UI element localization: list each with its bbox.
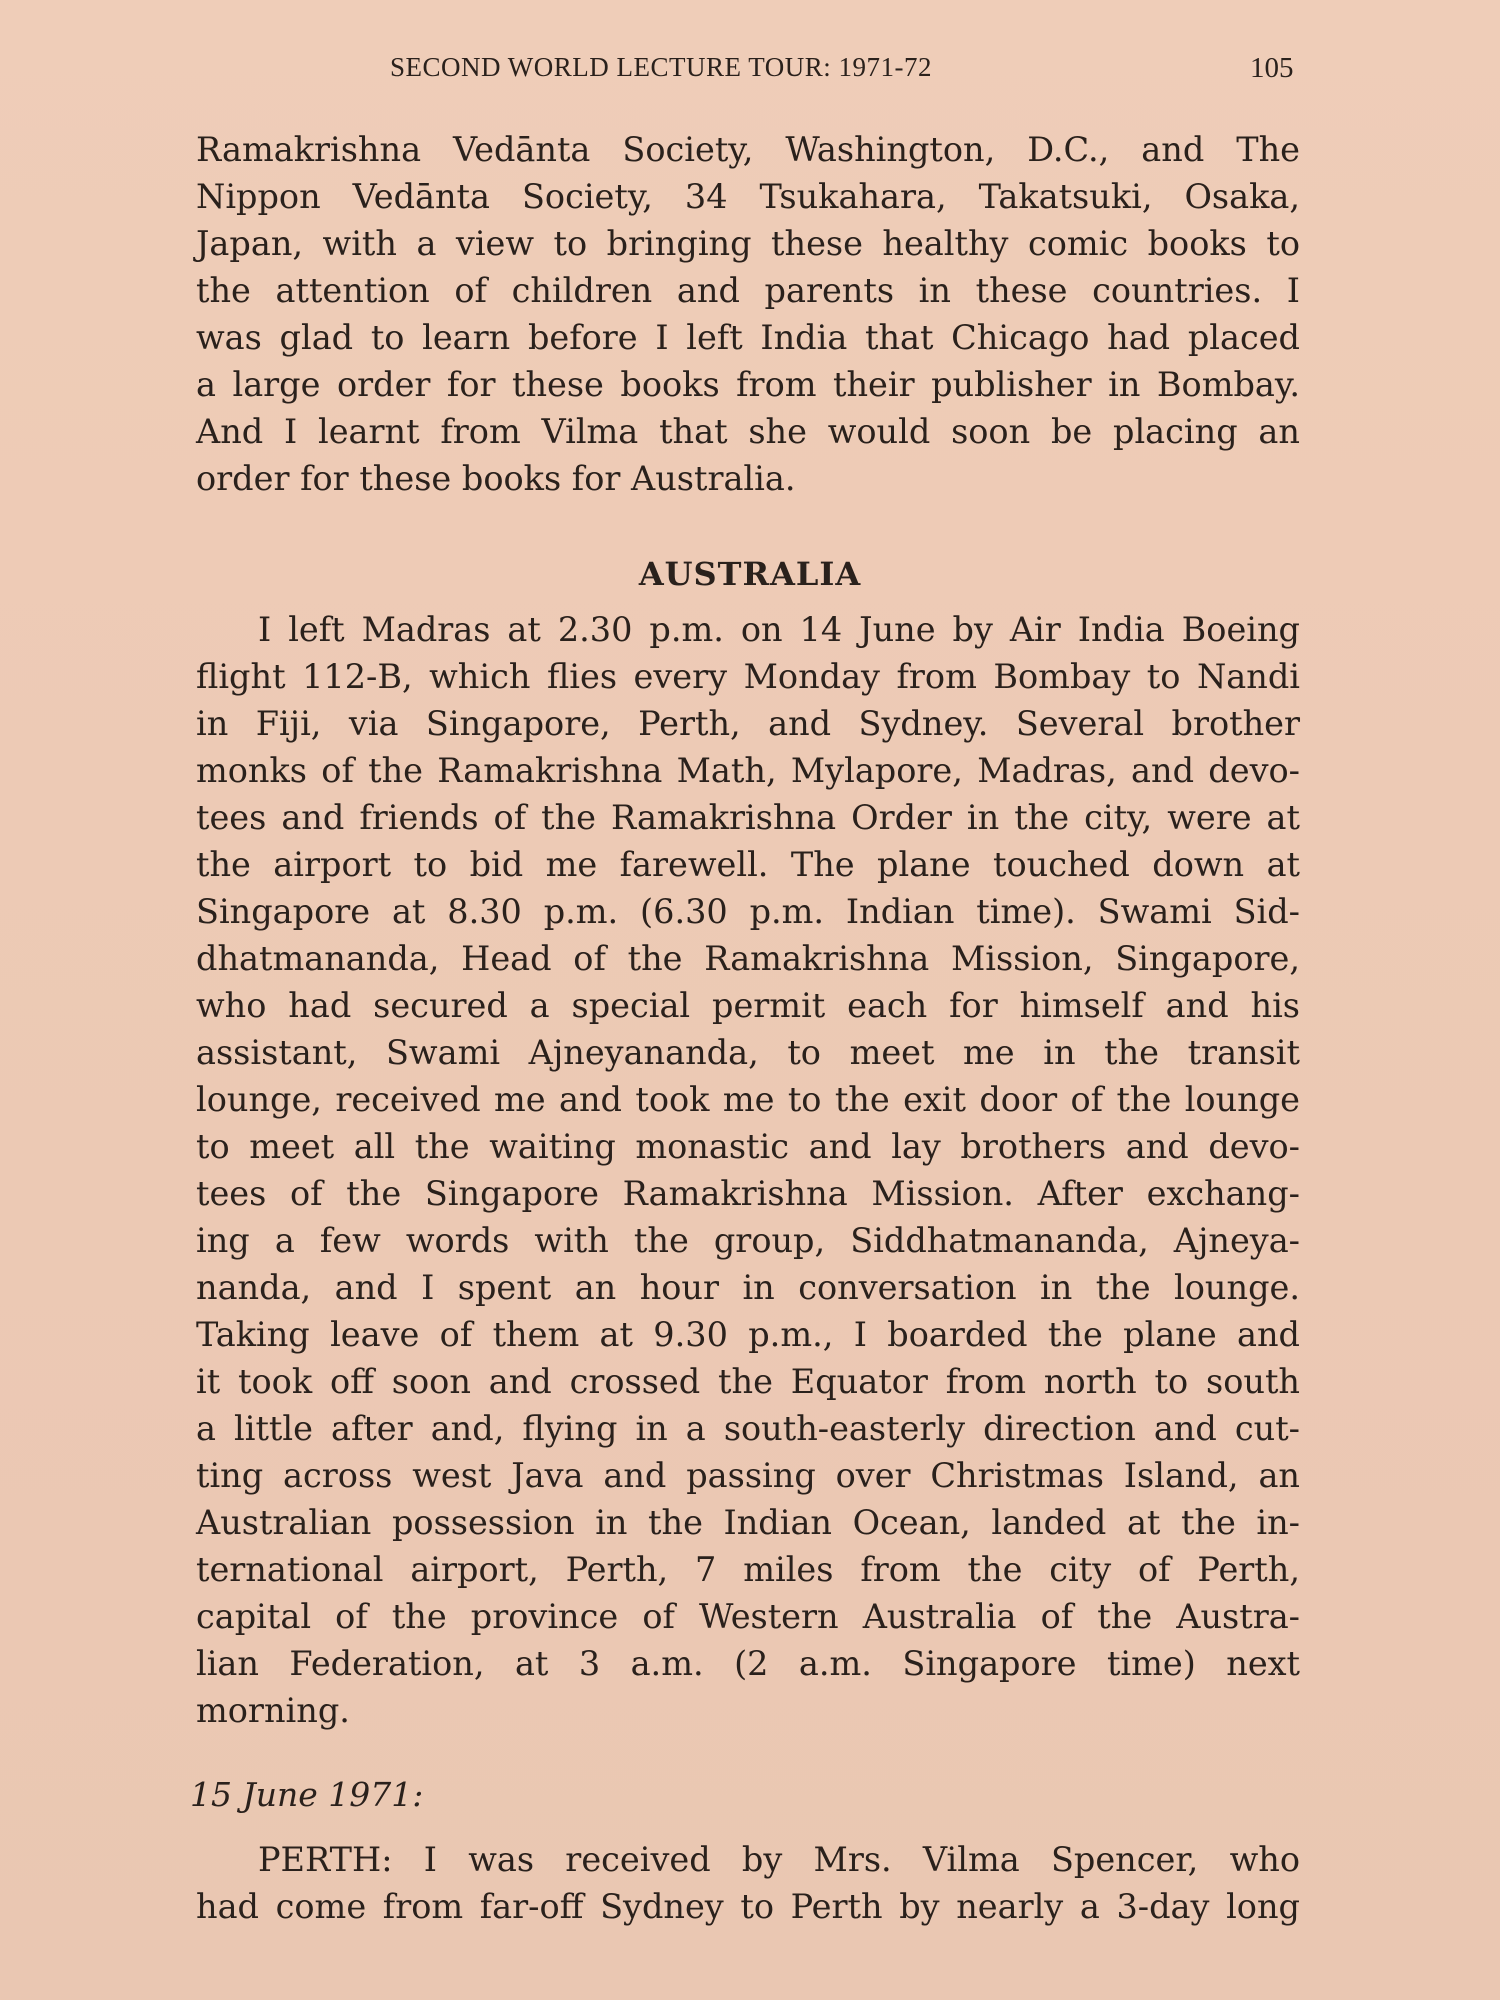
page-number: 105 [1250,52,1294,84]
text-line: assistant, Swami Ajneyananda, to meet me in the transit [196,1033,1300,1072]
paragraph-perth [196,1836,1300,1930]
text-line: I left Madras at 2.30 p.m. on 14 June by Air India Boeing [258,610,1300,649]
text-line: in Fiji, via Singapore, Perth, and Sydney. Several brother [196,704,1300,743]
text-line: order for these books for Australia. [196,459,796,498]
text-line: a large order for these books from their publisher in Bombay. [196,365,1300,404]
text-line: PERTH: I was received by Mrs. Vilma Spencer, who [258,1840,1300,1879]
text-line: lian Federation, at 3 a.m. (2 a.m. Singapore time) next [196,1644,1300,1683]
text-line: to meet all the waiting monastic and lay brothers and devo- [196,1127,1300,1166]
text-line: morning. [196,1691,350,1730]
text-line: Ramakrishna Vedānta Society, Washington, D.C., and The [196,130,1300,169]
text-line: Nippon Vedānta Society, 34 Tsukahara, Takatsuki, Osaka, [196,177,1300,216]
text-line: tees and friends of the Ramakrishna Order in the city, were at [196,798,1300,837]
text-line: ting across west Java and passing over Christmas Island, an [196,1456,1300,1495]
text-line: Singapore at 8.30 p.m. (6.30 p.m. Indian time). Swami Sid- [196,892,1300,931]
paragraph-continuation [196,126,1300,502]
text-line: the airport to bid me farewell. The plane touched down at [196,845,1300,884]
text-line: nanda, and I spent an hour in conversation in the lounge. [196,1268,1300,1307]
text-line: tees of the Singapore Ramakrishna Mission. After exchang- [196,1174,1300,1213]
entry-date: 15 June 1971: [190,1775,424,1814]
text-line: Japan, with a view to bringing these healthy comic books to [196,224,1300,263]
text-line: ternational airport, Perth, 7 miles from the city of Perth, [196,1550,1300,1589]
text-line: flight 112-B, which flies every Monday from Bombay to Nandi [196,657,1300,696]
text-line: dhatmananda, Head of the Ramakrishna Mission, Singapore, [196,939,1300,978]
text-line: was glad to learn before I left India that Chicago had placed [196,318,1300,357]
text-line: a little after and, flying in a south-easterly direction and cut- [196,1409,1300,1448]
text-line: And I learnt from Vilma that she would soon be placing an [196,412,1300,451]
paragraph-australia [196,606,1300,1734]
text-line: had come from far-off Sydney to Perth by nearly a 3-day long [196,1887,1300,1926]
running-head-title: SECOND WORLD LECTURE TOUR: 1971-72 [390,52,933,82]
text-line: monks of the Ramakrishna Math, Mylapore, Madras, and devo- [196,751,1300,790]
text-line: ing a few words with the group, Siddhatmananda, Ajneya- [196,1221,1300,1260]
text-line: lounge, received me and took me to the exit door of the lounge [196,1080,1300,1119]
text-line: Taking leave of them at 9.30 p.m., I boarded the plane and [196,1315,1300,1354]
text-line: Australian possession in the Indian Ocean, landed at the in- [196,1503,1300,1542]
text-line: capital of the province of Western Australia of the Austra- [196,1597,1300,1636]
section-heading: AUSTRALIA [638,555,862,593]
text-line: who had secured a special permit each for himself and his [196,986,1300,1025]
text-line: it took off soon and crossed the Equator from north to south [196,1362,1300,1401]
text-line: the attention of children and parents in these countries. I [196,271,1300,310]
